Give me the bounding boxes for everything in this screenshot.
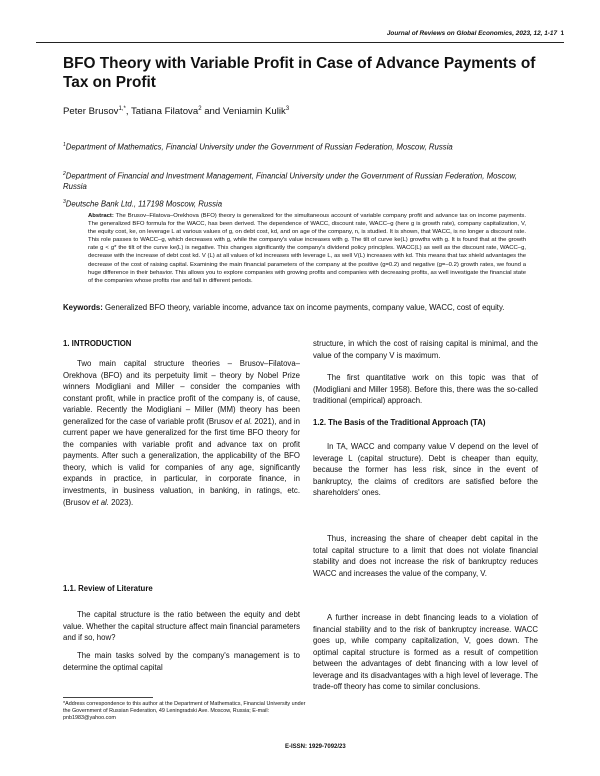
- paragraph-text: In TA, WACC and company value V depend on the level of leverage L (capital structure). Debt is cheaper than equity, because the former has less risk, since in the event of bankruptcy, the claims of creditors are satisfied before the shareholders' ones.: [313, 442, 538, 498]
- paragraph-text: structure, in which the cost of raising capital is minimal, and the value of the company V is maximum.: [313, 339, 538, 360]
- paragraph: [63, 609, 300, 644]
- paragraph: [63, 358, 300, 508]
- citation-etal: et al.: [235, 416, 253, 426]
- paragraph: [313, 338, 538, 361]
- paragraph-text: Thus, increasing the share of cheaper debt capital in the total capital structure to a limit that does not violate financial stability and does not increase the risk of bankruptcy reduces WACC and increases the value of the company, V.: [313, 534, 538, 578]
- paragraph: [313, 441, 538, 499]
- journal-header: Journal of Reviews on Global Economics, 2023, 12, 1-17: [386, 30, 557, 37]
- keywords-text: Generalized BFO theory, variable income, advance tax on income payments, company value, WACC, cost of equity.: [102, 303, 505, 312]
- affiliation: [63, 169, 535, 193]
- author-list: [63, 106, 289, 117]
- affiliation-text: Department of Financial and Investment Management, Financial University under the Government of Russian Federation, Moscow, Russia: [63, 171, 517, 192]
- author-affiliation-mark: 3: [285, 106, 290, 112]
- author-name: Peter Brusov: [63, 106, 119, 118]
- heading-text: 1.2. The Basis of the Traditional Approach (TA): [313, 418, 486, 427]
- author-separator: and: [201, 106, 223, 118]
- paragraph-text: The main tasks solved by the company's management is to determine the optimal capital: [63, 651, 300, 672]
- heading-text: 1.1. Review of Literature: [63, 584, 153, 593]
- affiliation-number: 1: [63, 142, 66, 148]
- affiliation-number: 3: [63, 199, 66, 205]
- paragraph-text: The first quantitative work on this topic was that of (Modigliani and Miller 1958). Before this, there was the so-called traditional (empirical) approach.: [313, 373, 538, 406]
- paragraph: [63, 650, 300, 673]
- author-separator: ,: [125, 106, 131, 118]
- paper-title: BFO Theory with Variable Profit in Case of Advance Payments of Tax on Profit: [63, 55, 536, 91]
- abstract-text: The Brusov–Filatova–Orekhova (BFO) theory is generalized for the simultaneous account of variable company profit and advance tax on income payments. The generalized BFO formula for the WACC, has been derived. The dependence of WACC, discount rate, WACC–g (here g is growth rate), company capitalization, V, the equity cost, ke, on leverage L at various values of g, on debt cost, kd, and on age of the company, n, is studied. It is shown, that WACC, is no longer a discount rate. This role passes to WACC–g, which decreases with g, while the company's value increases with g. The tilt of curve ke(L) growths with g. It is found that at the growth rate g < g* the tilt of the curve ke(L) is negative. This changes significantly the company's dividend policy principles. WACC(L) as well as the discount rate, WACC–g, decrease with the increase of debt cost kd. V (L) at all values of kd increases with leverage L, as well V(L) increases with kd. This means that tax shield advantages the decrease of the cost of raising capital. Examining the main financial parameters of the company at the positive (g=0.2) and negative (g=–0.2) growth rates, we found a huge difference in their behavior. This allows you to explore companies with growing profits and companies with decreasing profits, as well investigate the financial state of the companies whose profits rise and fall in different periods.: [88, 213, 526, 284]
- issn-footer: E-ISSN: 1929-7092/23: [285, 744, 346, 750]
- paragraph-text: 2023).: [108, 497, 134, 507]
- footnote-rule: [63, 697, 153, 698]
- author-affiliation-mark: 2: [198, 106, 202, 112]
- paragraph-text: The capital structure is the ratio between the equity and debt value. Whether the capital structure affect main financial parameters and if so, how?: [63, 610, 300, 643]
- affiliation-text: Department of Mathematics, Financial University under the Government of Russian Federation, Moscow, Russia: [65, 142, 453, 152]
- affiliation-number: 2: [63, 171, 66, 177]
- keywords: [63, 303, 537, 314]
- page-number: 1: [560, 30, 564, 37]
- paragraph-text: Two main capital structure theories – Brusov–Filatova–Orekhova (BFO) and its perpetuity limit – theory by Nobel Prize winners Modigliani and Miller – consider the companies with constant profit, while in practice profit of the company is, of cause, variable. Recently the Modigliani – Miller (MM) theory has been generalized for the case of variable profit (Brusov: [63, 359, 300, 426]
- citation-etal: et al.: [92, 497, 109, 507]
- paragraph: [313, 533, 538, 579]
- paragraph: [313, 612, 538, 693]
- abstract-label: Abstract:: [88, 213, 114, 219]
- author-affiliation-mark: 1,*: [118, 106, 126, 112]
- author-name: Veniamin Kulik: [222, 106, 286, 118]
- paragraph-text: 2021), and in current paper we have generalized for the first time BFO theory for the companies with variable profit and advance tax on profit payments. After such a generalization, the applicability of the BFO theory, which is valid for companies of any age, significantly expands in practice, in particular, in corporate finance, in investments, in business valuation, in banking, in ratings, etc. (Brusov: [63, 416, 301, 507]
- section-heading-introduction: [63, 338, 300, 350]
- keywords-label: Keywords:: [63, 303, 103, 312]
- correspondence-footnote: *Address correspondence to this author at the Department of Mathematics, Financial University under the Government of Russian Federation, 49 Leningradski Ave. Moscow, Russia; E-mail: pnb1983@yahoo.com: [63, 701, 306, 722]
- affiliation-text: Deutsche Bank Ltd., 117198 Moscow, Russia: [65, 199, 223, 209]
- abstract: [88, 212, 526, 285]
- paragraph: [313, 372, 538, 407]
- section-heading-review: [63, 583, 300, 595]
- paragraph-text: A further increase in debt financing leads to a violation of financial stability and to the risk of bankruptcy increase. WACC goes up, while company capitalization, V, goes down. The optimal capital structure is formed as a result of competition between the advantages of debt financing with a low level of leverage and its disadvantages with a high level of leverage. The trade-off theory has come to similar conclusions.: [313, 613, 538, 692]
- section-heading-traditional-approach: [313, 417, 538, 429]
- affiliation: [63, 197, 535, 210]
- affiliation: [63, 140, 535, 153]
- author-name: Tatiana Filatova: [130, 106, 199, 118]
- heading-text: 1. INTRODUCTION: [63, 339, 132, 348]
- header-rule: [36, 42, 564, 43]
